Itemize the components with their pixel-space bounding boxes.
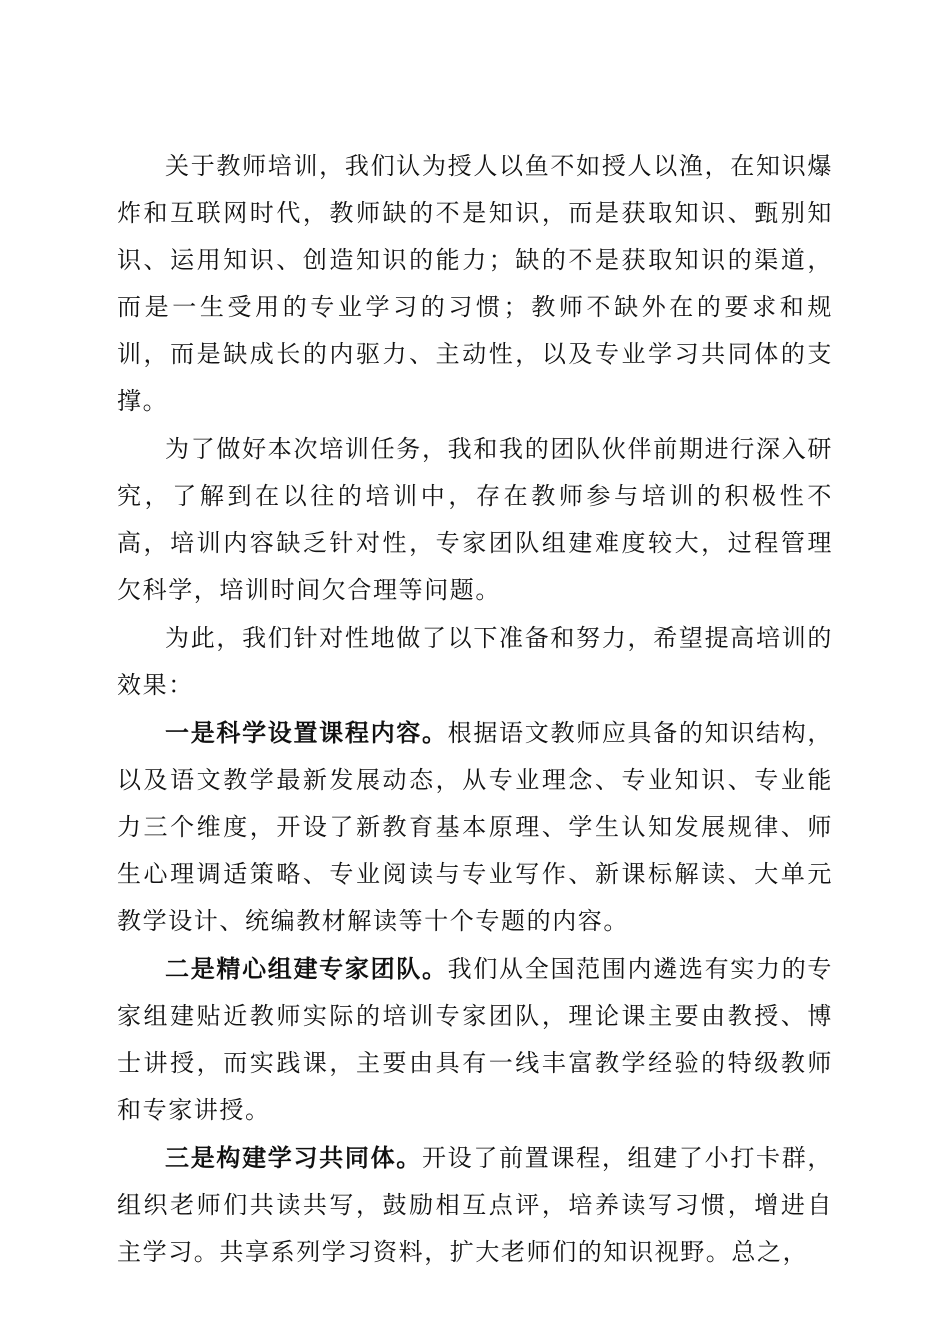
paragraph-text: 为了做好本次培训任务，我和我的团队伙伴前期进行深入研究，了解到在以往的培训中，存在教师参与培训的积极性不高，培训内容缺乏针对性，专家团队组建难度较大，过程管理欠科学，培训时间欠合理等问题。 [117,435,833,604]
paragraph-text: 为此，我们针对性地做了以下准备和努力，希望提高培训的效果： [117,624,833,699]
paragraph-text: 关于教师培训，我们认为授人以鱼不如授人以渔，在知识爆炸和互联网时代，教师缺的不是知识，而是获取知识、甄别知识、运用知识、创造知识的能力；缺的不是获取知识的渠道，而是一生受用的专业学习的习惯；教师不缺外在的要求和规训，而是缺成长的内驱力、主动性，以及专业学习共同体的支撑。 [117,152,833,415]
paragraph-lead: 三是构建学习共同体。 [165,1143,422,1172]
paragraph-research-findings [117,425,833,614]
paragraph-text: 开设了前置课程，组建了小打卡群，组织老师们共读共写，鼓励相互点评，培养读写习惯，增进自主学习。共享系列学习资料，扩大老师们的知识视野。总之， [117,1144,834,1266]
paragraph-text: 我们从全国范围内遴选有实力的专家组建贴近教师实际的培训专家团队，理论课主要由教授、博士讲授，而实践课，主要由具有一线丰富教学经验的特级教师和专家讲授。 [117,955,833,1124]
paragraph-learning-community [117,1134,833,1276]
paragraph-lead: 二是精心组建专家团队。 [165,954,448,983]
paragraph-course-content [117,709,833,945]
paragraph-preparations-intro [117,614,833,709]
paragraph-lead: 一是科学设置课程内容。 [165,718,448,747]
paragraph-text: 根据语文教师应具备的知识结构，以及语文教学最新发展动态，从专业理念、专业知识、专业能力三个维度，开设了新教育基本原理、学生认知发展规律、师生心理调适策略、专业阅读与专业写作、新课标解读、大单元教学设计、统编教材解读等十个专题的内容。 [117,719,833,935]
paragraph-expert-team [117,945,833,1134]
document-body [117,142,833,1276]
paragraph-teacher-training-view [117,142,833,425]
